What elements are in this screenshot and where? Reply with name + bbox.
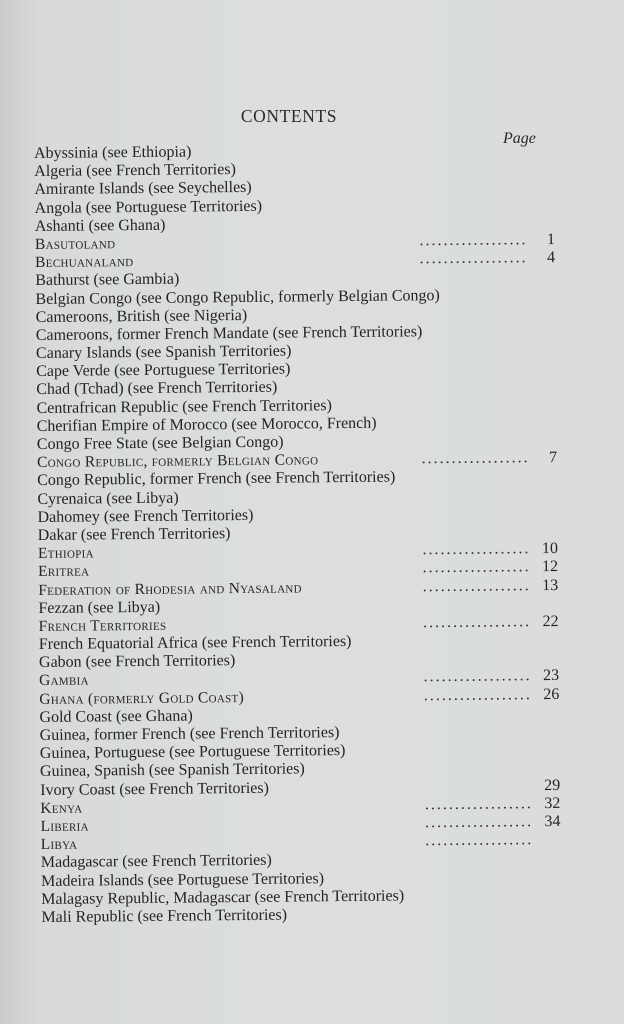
entry-label: Liberia xyxy=(40,817,89,835)
entry-label: Libya xyxy=(40,835,78,854)
dot-leader: . . . . . . . . . . . . . . . . . . xyxy=(419,233,526,249)
entry-page-number: 13 xyxy=(542,576,559,594)
entry-page-number: 7 xyxy=(548,449,558,467)
entry-label: Canary Islands (see Spanish Territories) xyxy=(35,342,292,363)
entry-page-number: 22 xyxy=(542,612,559,631)
entry-page-number: 29 xyxy=(544,776,561,794)
entry-label: Kenya xyxy=(40,799,83,817)
entry-label: Cameroons, British (see Nigeria) xyxy=(35,306,248,326)
entry-label: Ashanti (see Ghana) xyxy=(34,216,166,235)
entry-label: Ivory Coast (see French Territories) xyxy=(40,779,269,799)
entry-page-number: 10 xyxy=(541,540,558,558)
contents-heading: CONTENTS xyxy=(240,106,338,126)
entry-page-number: 12 xyxy=(541,558,559,576)
dot-leader: . . . . . . . . . . . . . . . . . . xyxy=(425,833,531,849)
entry-page-number: 4 xyxy=(547,249,556,267)
dot-leader: . . . . . . . . . . . . . . . . . . xyxy=(422,542,528,558)
contents-list xyxy=(34,140,561,927)
entry-label: Belgian Congo (see Congo Republic, formerly Belgian Congo) xyxy=(35,286,440,308)
dot-leader: . . . . . . . . . . . . . . . . . . xyxy=(420,251,526,267)
dot-leader: . . . . . . . . . . . . . . . . . . xyxy=(421,451,528,467)
entry-label: Dahomey (see French Territories) xyxy=(37,506,254,526)
entry-label: Fezzan (see Libya) xyxy=(38,598,161,617)
entry-label: Congo Republic, former French (see French Territories) xyxy=(37,468,396,490)
entry-label: Chad (Tchad) (see French Territories) xyxy=(36,379,278,399)
entry-label: Gabon (see French Territories) xyxy=(38,652,236,672)
entry-label: Madeira Islands (see Portuguese Territories) xyxy=(40,869,325,890)
entry-label: Cape Verde (see Portuguese Territories) xyxy=(36,360,291,381)
entry-label: Congo Free State (see Belgian Congo) xyxy=(36,433,284,453)
entry-label: Cherifian Empire of Morocco (see Morocco, French) xyxy=(36,414,377,435)
entry-label: Guinea, Spanish (see Spanish Territories) xyxy=(39,760,305,781)
entry-label: Malagasy Republic, Madagascar (see French Territories) xyxy=(41,887,405,908)
entry-label: Bathurst (see Gambia) xyxy=(35,270,180,290)
dot-leader: . . . . . . . . . . . . . . . . . . xyxy=(423,578,529,594)
entry-label: French Territories xyxy=(38,616,167,635)
entry-label: Angola (see Portuguese Territories) xyxy=(34,197,263,217)
entry-page-number: 23 xyxy=(543,667,560,685)
entry-label: Ghana (formerly Gold Coast) xyxy=(39,688,245,708)
entry-label: Eritrea xyxy=(38,562,90,581)
entry-label: Congo Republic, formerly Belgian Congo xyxy=(36,451,319,472)
dot-leader: . . . . . . . . . . . . . . . . . . xyxy=(425,797,531,813)
dot-leader: . . . . . . . . . . . . . . . . . . xyxy=(423,615,529,631)
entry-label: Ethiopia xyxy=(37,544,94,563)
entry-label: Guinea, Portuguese (see Portuguese Territories) xyxy=(39,742,346,763)
entry-page-number: 34 xyxy=(544,812,561,831)
entry-label: Gold Coast (see Ghana) xyxy=(39,707,193,726)
entry-label: Cyrenaica (see Libya) xyxy=(37,489,179,508)
entry-label: Madagascar (see French Territories) xyxy=(40,852,272,872)
entry-label: Dakar (see French Territories) xyxy=(37,525,231,544)
entry-label: Bechuanaland xyxy=(35,253,134,272)
page-column-label: Page xyxy=(503,130,536,147)
entry-label: Federation of Rhodesia and Nyasaland xyxy=(38,578,302,599)
entry-label: Guinea, former French (see French Territories) xyxy=(39,724,340,744)
entry-label: French Equatorial Africa (see French Territories) xyxy=(38,633,352,654)
dot-leader: . . . . . . . . . . . . . . . . . . xyxy=(424,687,530,703)
entry-label: Abyssinia (see Ethiopia) xyxy=(34,143,192,162)
entry-label: Centrafrican Republic (see French Territories) xyxy=(36,396,332,417)
contents-entry xyxy=(41,904,561,927)
entry-label: Mali Republic (see French Territories) xyxy=(41,906,288,926)
entry-label: Amirante Islands (see Seychelles) xyxy=(34,179,252,199)
dot-leader: . . . . . . . . . . . . . . . . . . xyxy=(425,815,531,831)
dot-leader: . . . . . . . . . . . . . . . . . . xyxy=(424,669,530,685)
entry-page-number: 32 xyxy=(544,794,561,812)
entry-page-number: 1 xyxy=(546,230,556,249)
entry-label: Gambia xyxy=(39,671,89,690)
entry-label: Basutoland xyxy=(34,235,116,253)
entry-label: Algeria (see French Territories) xyxy=(34,161,236,181)
entry-label: Cameroons, former French Mandate (see French Territories) xyxy=(35,323,423,344)
entry-page-number: 26 xyxy=(543,685,560,703)
dot-leader: . . . . . . . . . . . . . . . . . . xyxy=(423,560,529,576)
